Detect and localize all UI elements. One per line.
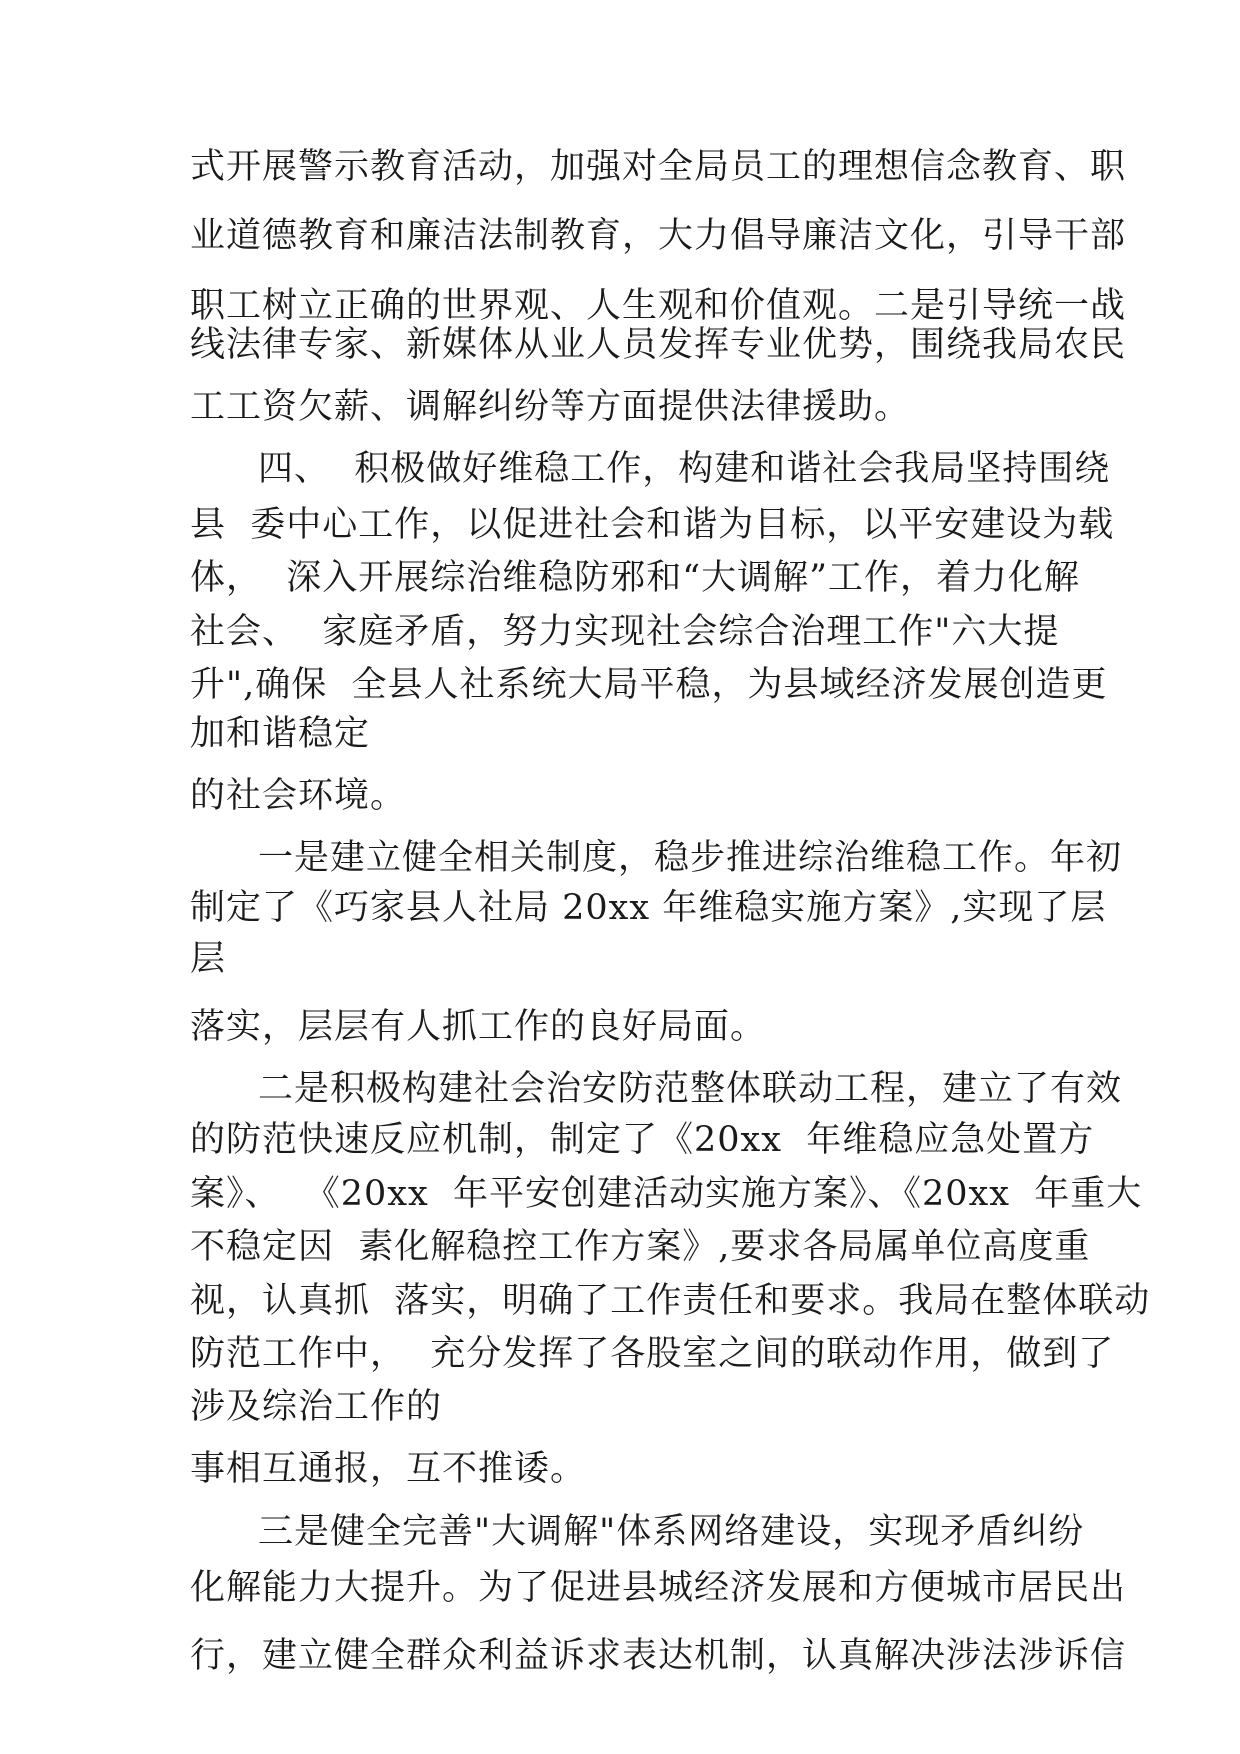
text-line: 层 bbox=[190, 939, 227, 979]
text-line: 防范工作中， 充分发挥了各股室之间的联动作用，做到了 bbox=[190, 1334, 1115, 1374]
text-line: 三是健全完善"大调解"体系网络建设，实现矛盾纠纷 bbox=[258, 1512, 1085, 1552]
text-line: 线法律专家、新媒体从业人员发挥专业优势，围绕我局农民 bbox=[190, 325, 1127, 365]
text-line: 案》、 《20xx 年平安创建活动实施方案》、《20xx 年重大 bbox=[190, 1174, 1143, 1214]
text-line: 工工资欠薪、调解纠纷等方面提供法律援助。 bbox=[190, 387, 911, 427]
text-line: 业道德教育和廉洁法制教育，大力倡导廉洁文化，引导干部 bbox=[190, 216, 1127, 256]
text-line: 职工树立正确的世界观、人生观和价值观。二是引导统一战 bbox=[190, 286, 1127, 326]
text-line: 社会、 家庭矛盾，努力实现社会综合治理工作"六大提 bbox=[190, 612, 1060, 652]
text-line: 的社会环境。 bbox=[190, 776, 407, 816]
text-line: 制定了《巧家县人社局 20xx 年维稳实施方案》,实现了层 bbox=[190, 888, 1107, 928]
text-line: 升",确保 全县人社系统大局平稳，为县域经济发展创造更 bbox=[190, 665, 1108, 705]
text-line: 涉及综治工作的 bbox=[190, 1387, 443, 1427]
text-line: 二是积极构建社会治安防范整体联动工程，建立了有效 bbox=[258, 1069, 1123, 1109]
text-line: 事相互通报，互不推诿。 bbox=[190, 1449, 587, 1489]
text-line: 行，建立健全群众利益诉求表达机制，认真解决涉法涉诉信 bbox=[190, 1636, 1127, 1676]
text-line: 视，认真抓 落实，明确了工作责任和要求。我局在整体联动 bbox=[190, 1281, 1151, 1321]
text-line: 的防范快速反应机制，制定了《20xx 年维稳应急处置方 bbox=[190, 1120, 1095, 1160]
text-line: 加和谐稳定 bbox=[190, 714, 371, 754]
text-line: 不稳定因 素化解稳控工作方案》,要求各局属单位高度重 bbox=[190, 1227, 1091, 1267]
text-line: 体， 深入开展综治维稳防邪和“大调解”工作，着力化解 bbox=[190, 558, 1081, 598]
paragraph-heading: 四、 积极做好维稳工作，构建和谐社会我局坚持围绕 bbox=[258, 449, 1111, 489]
text-line: 化解能力大提升。为了促进县城经济发展和方便城市居民出 bbox=[190, 1568, 1127, 1608]
text-line: 式开展警示教育活动，加强对全局员工的理想信念教育、职 bbox=[190, 147, 1127, 187]
text-line: 落实，层层有人抓工作的良好局面。 bbox=[190, 1007, 767, 1047]
text-line: 一是建立健全相关制度，稳步推进综治维稳工作。年初 bbox=[258, 838, 1123, 878]
text-line: 县 委中心工作，以促进社会和谐为目标，以平安建设为载 bbox=[190, 505, 1115, 545]
